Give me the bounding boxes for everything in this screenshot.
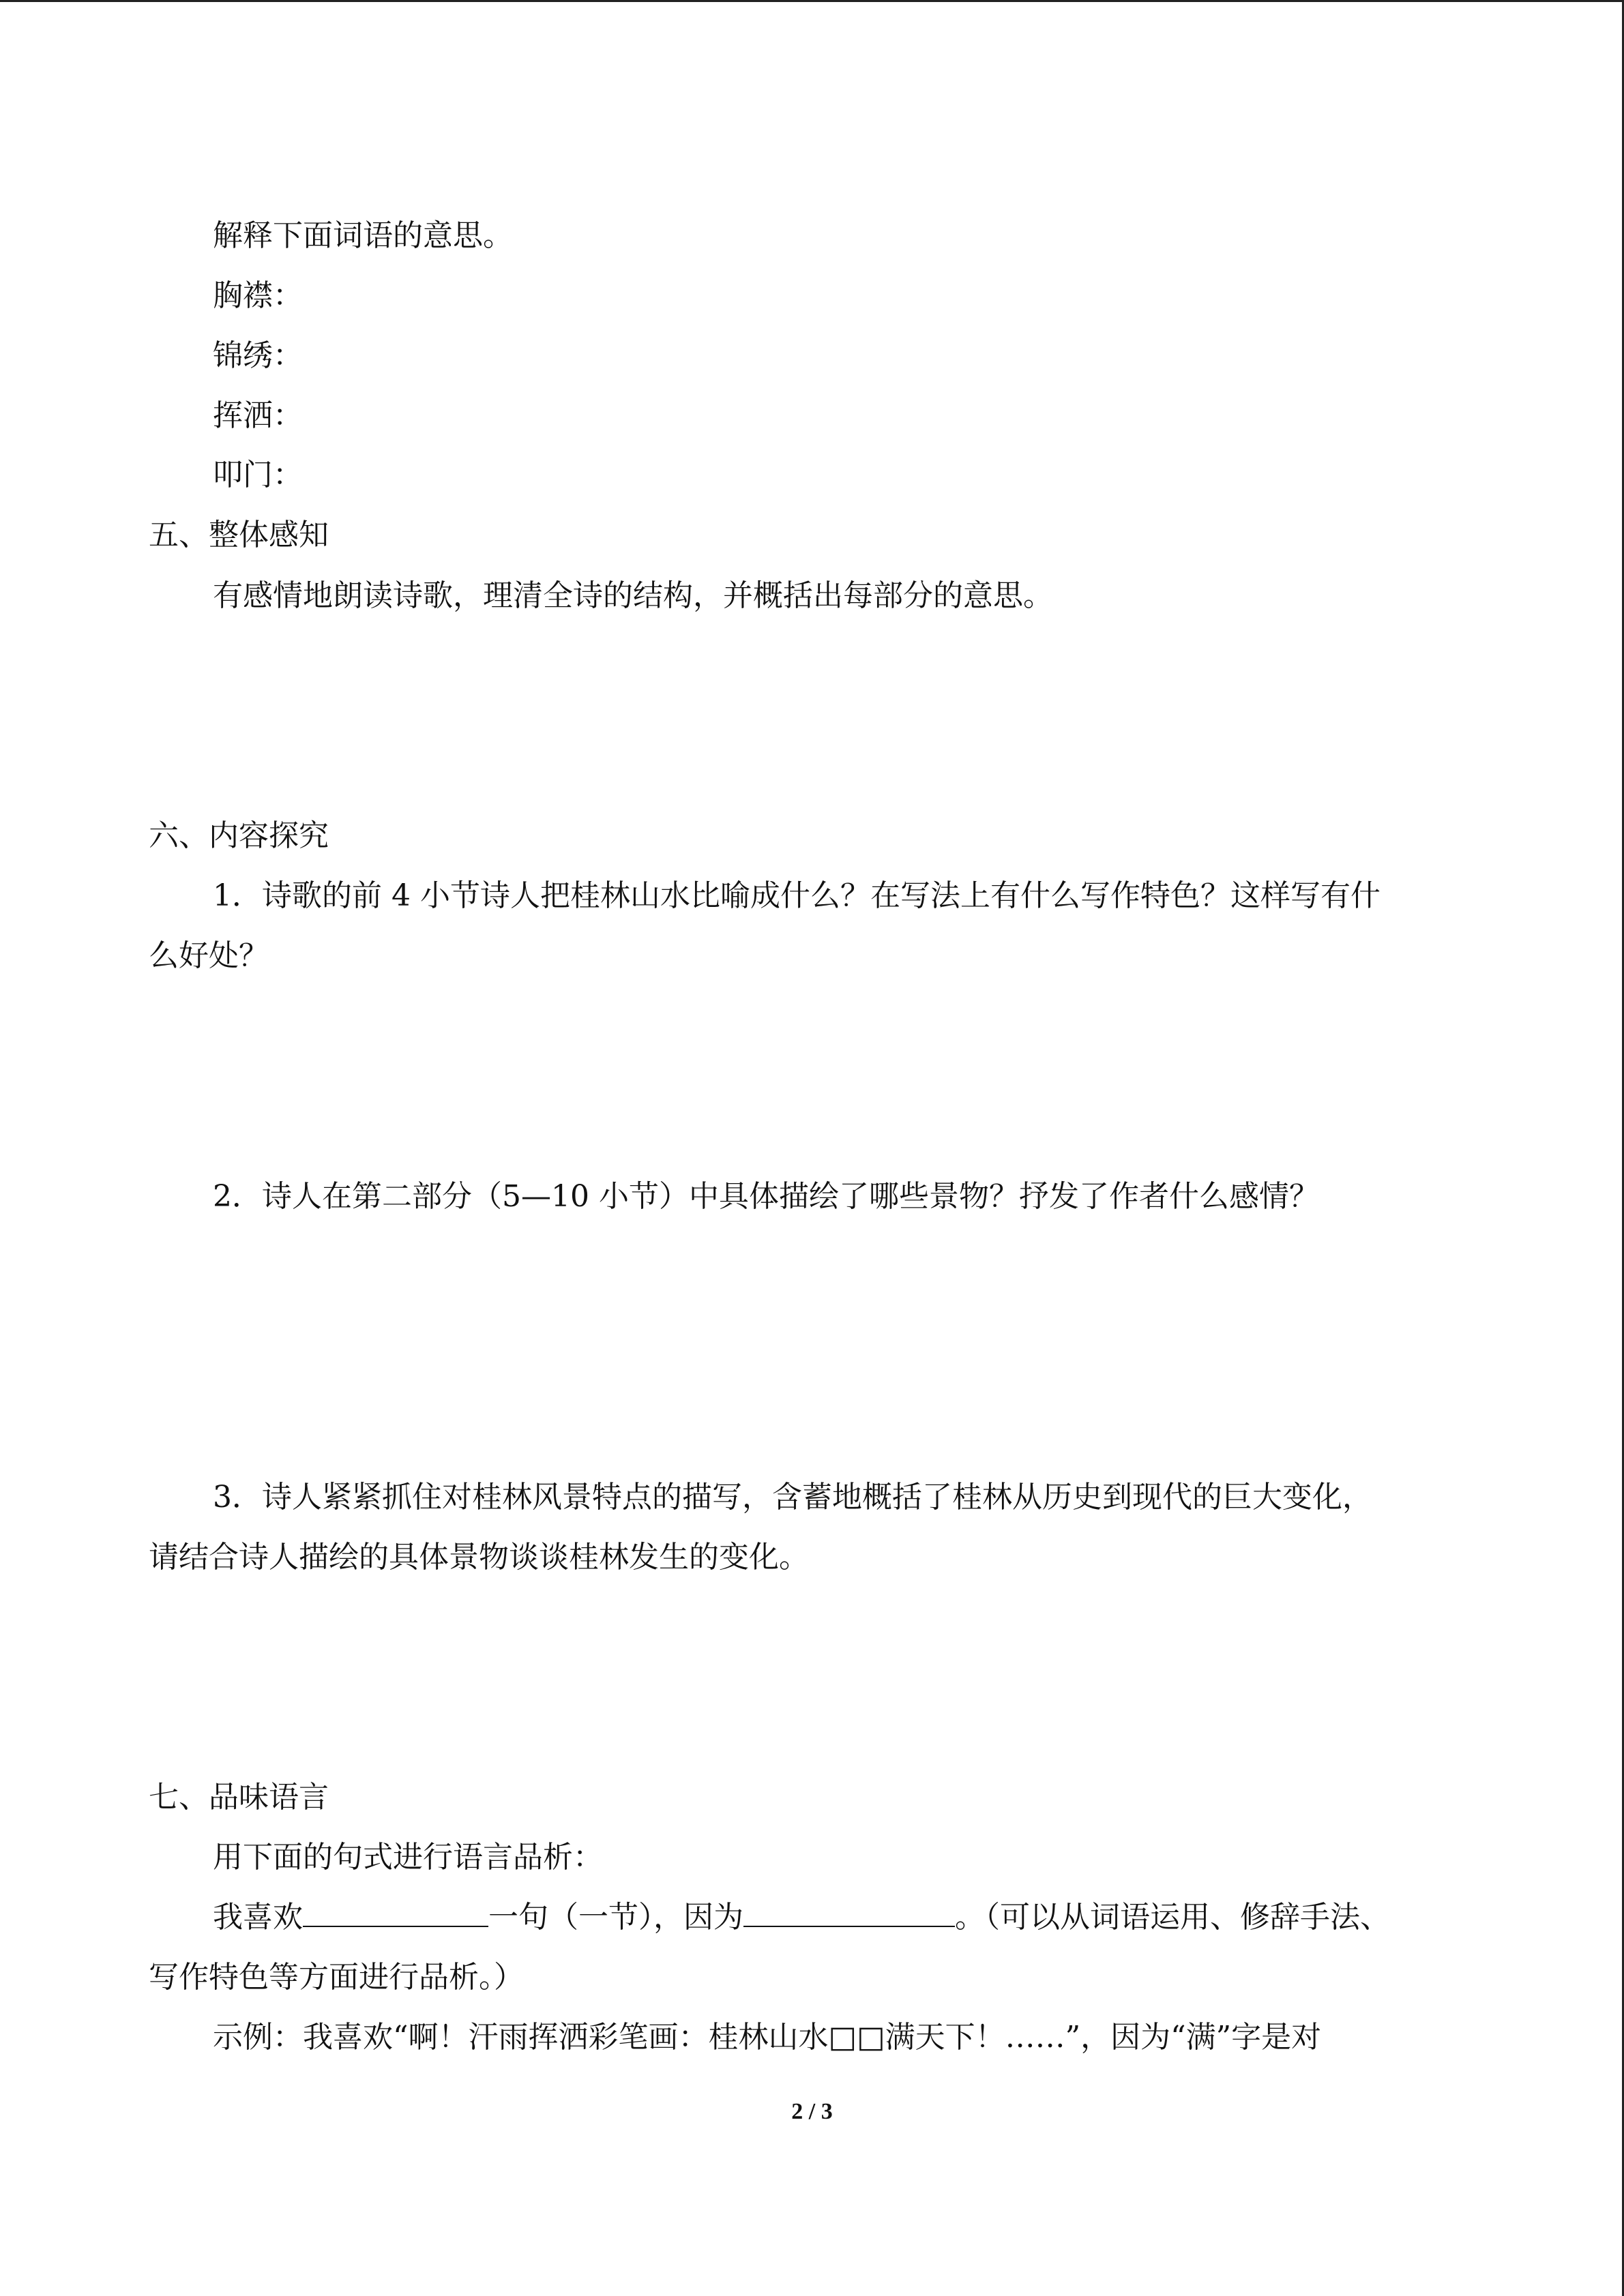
section-heading-6: 六、内容探究 (149, 818, 329, 853)
section5-task: 有感情地朗读诗歌，理清全诗的结构，并概括出每部分的意思。 (213, 578, 1053, 613)
template-part2: 一句（一节），因为 (488, 1900, 743, 1935)
template-part1: 我喜欢 (213, 1900, 303, 1935)
question-3-line2: 请结合诗人描绘的具体景物谈谈桂林发生的变化。 (149, 1540, 809, 1575)
question-2: 2．诗人在第二部分（5—10 小节）中具体描绘了哪些景物？抒发了作者什么感情？ (213, 1179, 1319, 1214)
section7-instruction: 用下面的句式进行语言品析： (213, 1840, 603, 1875)
answer-blank-sentence[interactable] (303, 1898, 488, 1927)
section-heading-7: 七、品味语言 (149, 1780, 329, 1815)
answer-blank-reason[interactable] (743, 1898, 955, 1927)
vocab-item-xiongjin: 胸襟： (213, 278, 303, 313)
answer-template-line1 (213, 1897, 1390, 1938)
answer-template-line2: 写作特色等方面进行品析。） (149, 1960, 524, 1995)
question-1-line1: 1．诗歌的前 4 小节诗人把桂林山水比喻成什么？在写法上有什么写作特色？这样写有什 (213, 878, 1381, 913)
template-part3: 。（可以从词语运用、修辞手法、 (955, 1900, 1390, 1935)
question-1-line2: 么好处？ (149, 938, 269, 973)
vocab-item-jinxiu: 锦绣： (213, 338, 303, 373)
vocab-item-koumen: 叩门： (213, 458, 303, 492)
vocab-instruction: 解释下面词语的意思。 (213, 218, 513, 253)
vocab-item-huisa: 挥洒： (213, 398, 303, 433)
question-3-line1: 3．诗人紧紧抓住对桂林风景特点的描写，含蓄地概括了桂林从历史到现代的巨大变化， (213, 1480, 1372, 1515)
example-text: 示例：我喜欢“啊！汗雨挥洒彩笔画：桂林山水□□满天下！……”，因为“满”字是对 (213, 2020, 1322, 2055)
section-heading-5: 五、整体感知 (149, 518, 329, 552)
page-number: 2 / 3 (791, 2099, 833, 2124)
